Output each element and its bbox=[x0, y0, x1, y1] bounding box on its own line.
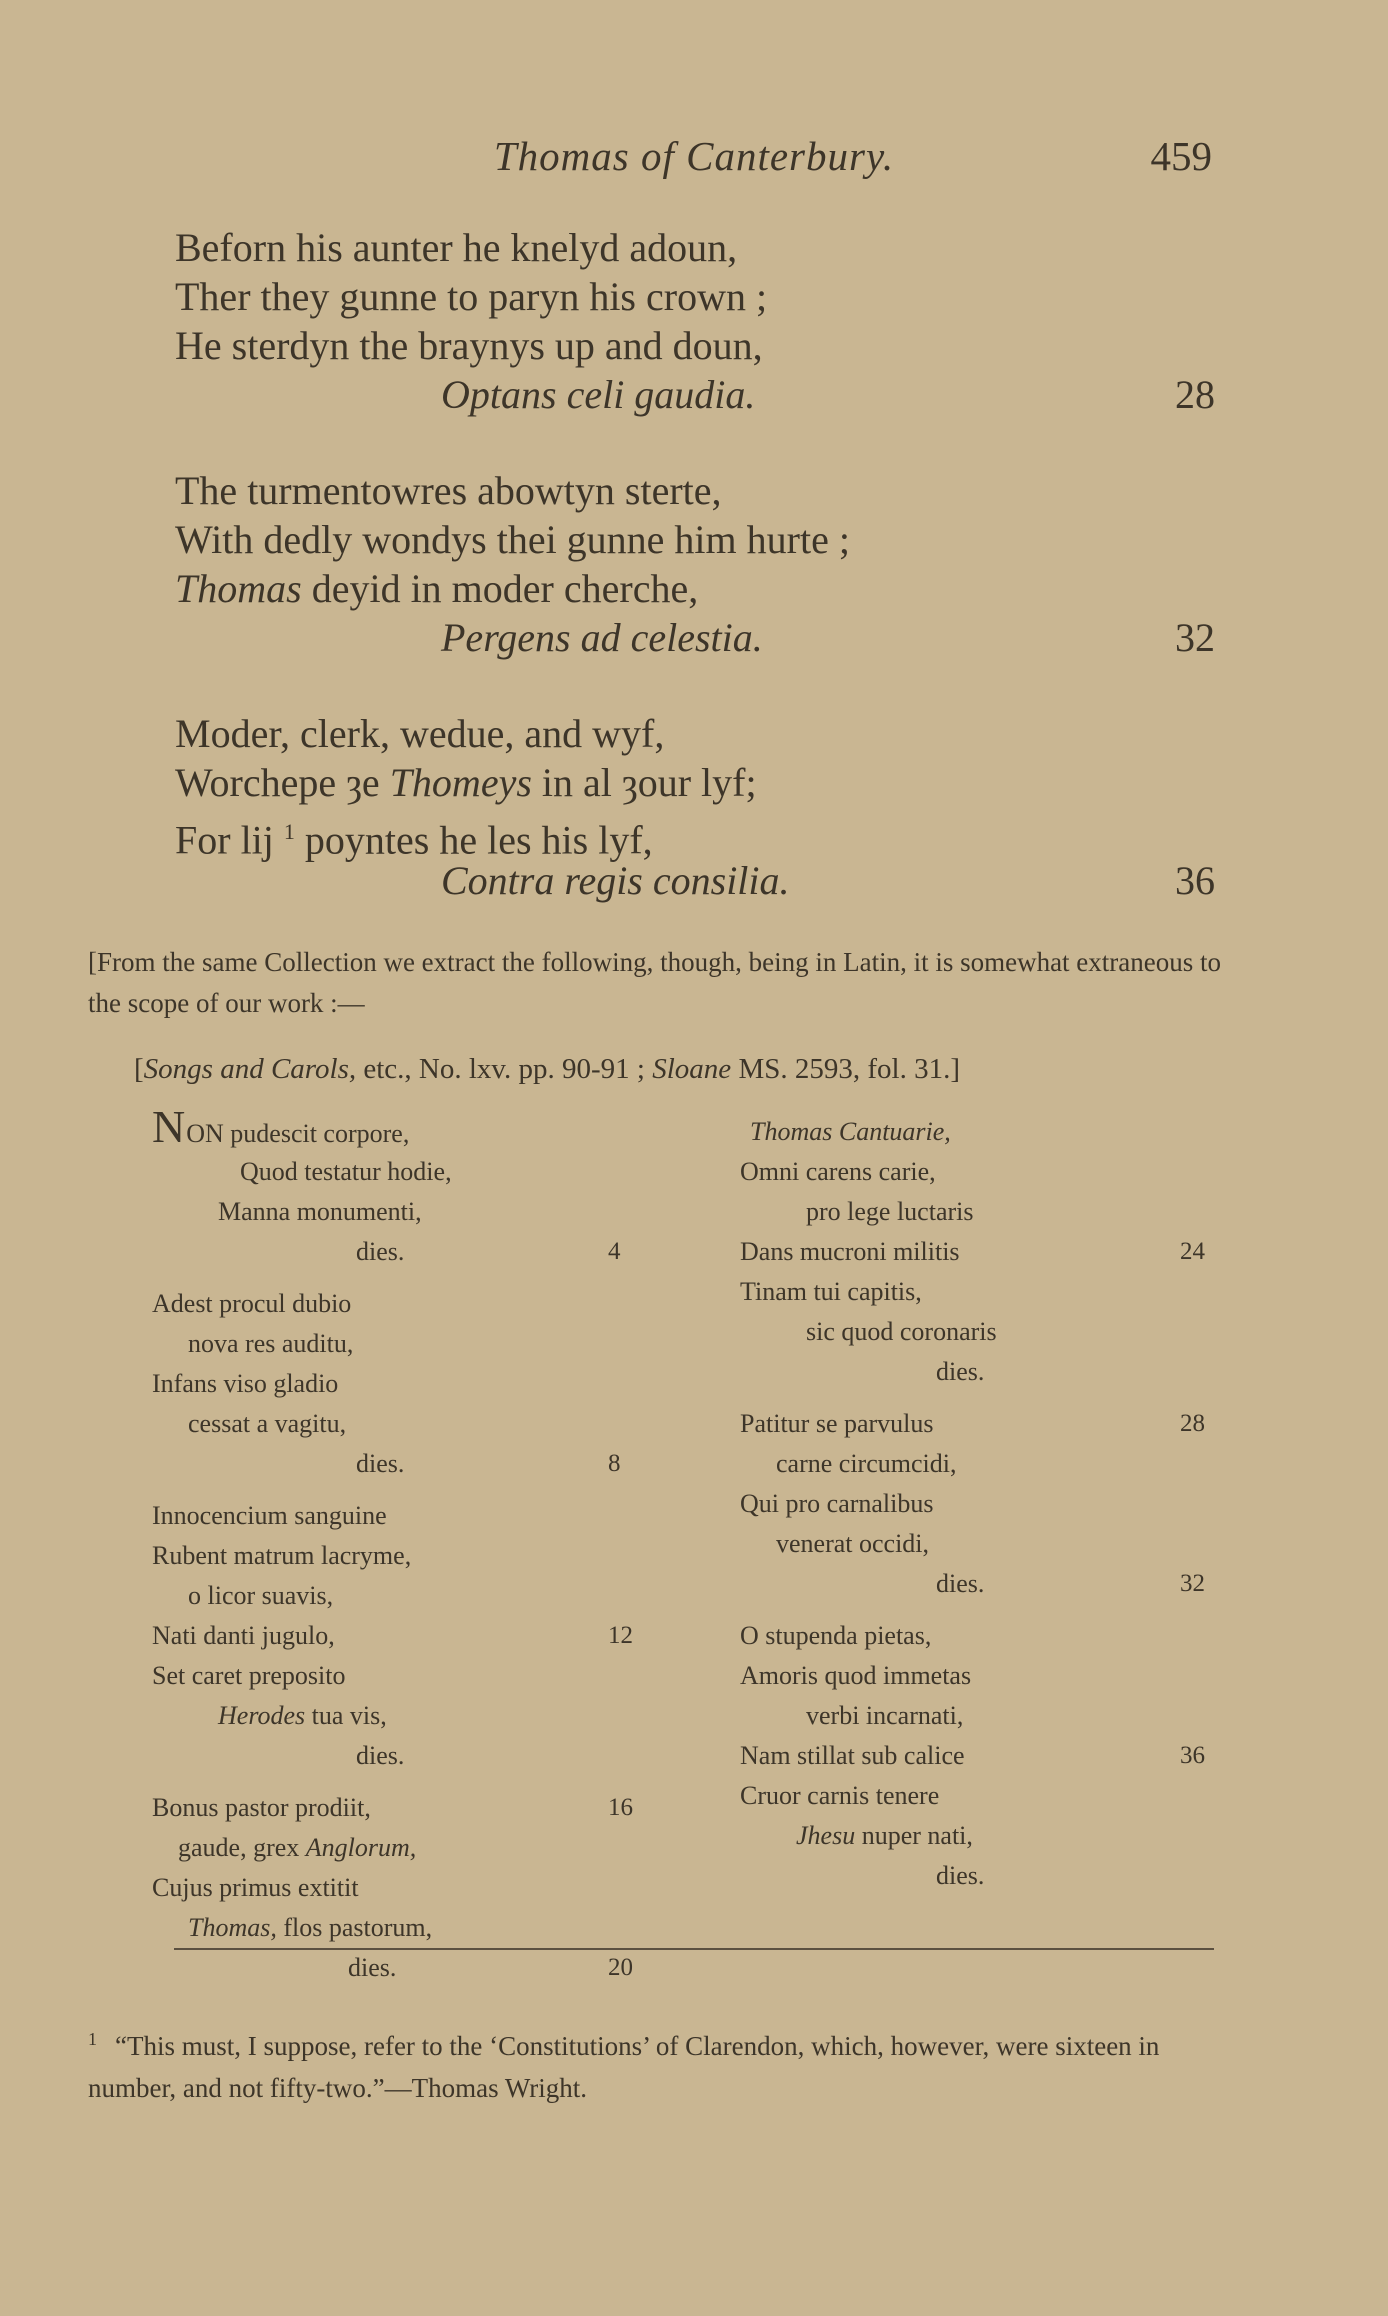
latin-text: Dans mucroni militis bbox=[740, 1237, 960, 1266]
verse-line bbox=[175, 758, 1215, 807]
latin-line bbox=[152, 1444, 632, 1484]
line-number: 16 bbox=[608, 1794, 633, 1821]
latin-line: Qui pro carnalibus bbox=[740, 1489, 934, 1518]
line-number: 4 bbox=[608, 1238, 621, 1265]
latin-line bbox=[740, 1232, 1220, 1272]
latin-text: flos pastorum, bbox=[276, 1913, 433, 1942]
name-herodes: Herodes bbox=[218, 1701, 306, 1730]
latin-line bbox=[740, 1816, 1220, 1856]
latin-line: Adest procul dubio bbox=[152, 1289, 352, 1318]
latin-text: dies. bbox=[348, 1953, 397, 1982]
latin-line: pro lege luctaris bbox=[806, 1197, 974, 1226]
latin-line: dies. bbox=[356, 1741, 405, 1770]
latin-line bbox=[740, 1564, 1220, 1604]
latin-line bbox=[740, 1404, 1220, 1444]
source-citation bbox=[134, 1053, 960, 1086]
latin-line bbox=[152, 1948, 632, 1988]
line-number: 28 bbox=[1175, 372, 1215, 417]
source-title: Songs and Carols, bbox=[143, 1053, 357, 1085]
latin-line: Manna monumenti, bbox=[218, 1197, 422, 1226]
latin-text: Nati danti jugulo, bbox=[152, 1621, 335, 1650]
latin-line: nova res auditu, bbox=[188, 1329, 354, 1358]
name-jhesu: Jhesu bbox=[796, 1821, 856, 1850]
citation-text: etc., No. lxv. pp. 90-91 ; bbox=[356, 1053, 653, 1085]
citation-text: MS. 2593, fol. 31.] bbox=[731, 1053, 960, 1085]
latin-line: dies. bbox=[936, 1861, 985, 1890]
line-number: 8 bbox=[608, 1450, 621, 1477]
latin-line: Set caret preposito bbox=[152, 1661, 346, 1690]
verse-line: Moder, clerk, wedue, and wyf, bbox=[175, 711, 665, 756]
latin-line: Omni carens carie, bbox=[740, 1157, 936, 1186]
refrain-line bbox=[175, 856, 1215, 905]
latin-line: Cruor carnis tenere bbox=[740, 1781, 940, 1810]
latin-line: carne circumcidi, bbox=[776, 1449, 957, 1478]
latin-line: Thomas Cantuarie, bbox=[750, 1117, 951, 1146]
latin-text: Patitur se parvulus bbox=[740, 1409, 934, 1438]
name-anglorum: Anglorum, bbox=[305, 1833, 417, 1862]
verse-text: in al ȝour lyf; bbox=[531, 760, 757, 805]
latin-line: verbi incarnati, bbox=[806, 1701, 964, 1730]
line-number: 20 bbox=[608, 1954, 633, 1981]
stanza-2 bbox=[175, 466, 1215, 662]
verse-text: Worchepe ȝe bbox=[175, 760, 390, 805]
latin-text: tua vis, bbox=[305, 1701, 387, 1730]
latin-line: dies. bbox=[936, 1357, 985, 1386]
verse-line: He sterdyn the braynys up and doun, bbox=[175, 323, 763, 368]
refrain-text: Optans celi gaudia. bbox=[441, 372, 756, 417]
latin-line: Innocencium sanguine bbox=[152, 1501, 387, 1530]
footnote-marker: 1 bbox=[88, 2029, 97, 2049]
latin-line: venerat occidi, bbox=[776, 1529, 930, 1558]
latin-line bbox=[152, 1696, 632, 1736]
name-thomeys: Thomeys bbox=[389, 760, 532, 805]
latin-column-left bbox=[152, 1101, 633, 1988]
name-thomas: Thomas, bbox=[188, 1913, 277, 1942]
running-header: Thomas of Canterbury. bbox=[493, 133, 895, 179]
latin-line bbox=[152, 1232, 632, 1272]
latin-line: sic quod coronaris bbox=[806, 1317, 997, 1346]
latin-text: ON pudescit corpore, bbox=[186, 1119, 410, 1148]
verse-line: Beforn his aunter he knelyd adoun, bbox=[175, 225, 738, 270]
bracket: [ bbox=[134, 1053, 144, 1085]
latin-text: gaude, grex bbox=[178, 1833, 306, 1862]
refrain-text: Contra regis consilia. bbox=[441, 858, 790, 903]
latin-line bbox=[152, 1788, 632, 1828]
latin-line: cessat a vagitu, bbox=[188, 1409, 347, 1438]
stanza-3 bbox=[175, 709, 1215, 905]
footnote bbox=[88, 2018, 1248, 2109]
latin-line bbox=[152, 1908, 632, 1948]
footnote-text: “This must, I suppose, refer to the ‘Constitutions’ of Clarendon, which, however, were sixteen in number, and not fifty-two.”—Thomas Wright. bbox=[88, 2031, 1160, 2103]
latin-line: Tinam tui capitis, bbox=[740, 1277, 922, 1306]
line-number: 32 bbox=[1180, 1570, 1205, 1597]
line-number: 32 bbox=[1175, 615, 1215, 660]
line-number: 36 bbox=[1175, 858, 1215, 903]
latin-line: o licor suavis, bbox=[188, 1581, 334, 1610]
verse-line: Ther they gunne to paryn his crown ; bbox=[175, 274, 768, 319]
refrain-line bbox=[175, 370, 1215, 419]
line-number: 24 bbox=[1180, 1238, 1205, 1265]
stanza-1 bbox=[175, 223, 1215, 419]
latin-line: Cujus primus extitit bbox=[152, 1873, 359, 1902]
latin-line: Amoris quod immetas bbox=[740, 1661, 972, 1690]
latin-text: dies. bbox=[356, 1237, 405, 1266]
refrain-text: Pergens ad celestia. bbox=[441, 615, 763, 660]
latin-text: Nam stillat sub calice bbox=[740, 1741, 965, 1770]
footnote-divider bbox=[174, 1948, 1214, 1950]
latin-line bbox=[740, 1736, 1220, 1776]
verse-text: For lij bbox=[175, 817, 284, 863]
drop-cap: N bbox=[152, 1101, 186, 1152]
latin-text: Bonus pastor prodiit, bbox=[152, 1793, 371, 1822]
footnote-ref[interactable]: 1 bbox=[283, 819, 295, 844]
ms-name: Sloane bbox=[652, 1053, 732, 1085]
latin-text: dies. bbox=[936, 1569, 985, 1598]
page-number: 459 bbox=[1150, 133, 1212, 179]
latin-line bbox=[152, 1616, 632, 1656]
verse-line bbox=[175, 564, 1215, 613]
verse-line: The turmentowres abowtyn sterte, bbox=[175, 468, 722, 513]
editorial-note: [From the same Collection we extract the following, though, being in Latin, it is somewhat extraneous to the scope of our work :— bbox=[88, 947, 1222, 1018]
line-number: 12 bbox=[608, 1622, 633, 1649]
latin-line bbox=[152, 1101, 632, 1152]
latin-column-right bbox=[740, 1112, 1220, 1896]
verse-text: deyid in moder cherche, bbox=[301, 566, 699, 611]
verse-line bbox=[175, 807, 1215, 863]
latin-text: nuper nati, bbox=[855, 1821, 973, 1850]
line-number: 36 bbox=[1180, 1742, 1205, 1769]
latin-line bbox=[152, 1828, 632, 1868]
latin-text: dies. bbox=[356, 1449, 405, 1478]
latin-line: Quod testatur hodie, bbox=[240, 1157, 452, 1186]
verse-text: poyntes he les his lyf, bbox=[294, 817, 653, 863]
refrain-line bbox=[175, 613, 1215, 662]
verse-line: With dedly wondys thei gunne him hurte ; bbox=[175, 517, 850, 562]
latin-line: Rubent matrum lacryme, bbox=[152, 1541, 412, 1570]
latin-line: Infans viso gladio bbox=[152, 1369, 339, 1398]
line-number: 28 bbox=[1180, 1410, 1205, 1437]
name-thomas: Thomas bbox=[175, 566, 302, 611]
latin-line: O stupenda pietas, bbox=[740, 1621, 932, 1650]
